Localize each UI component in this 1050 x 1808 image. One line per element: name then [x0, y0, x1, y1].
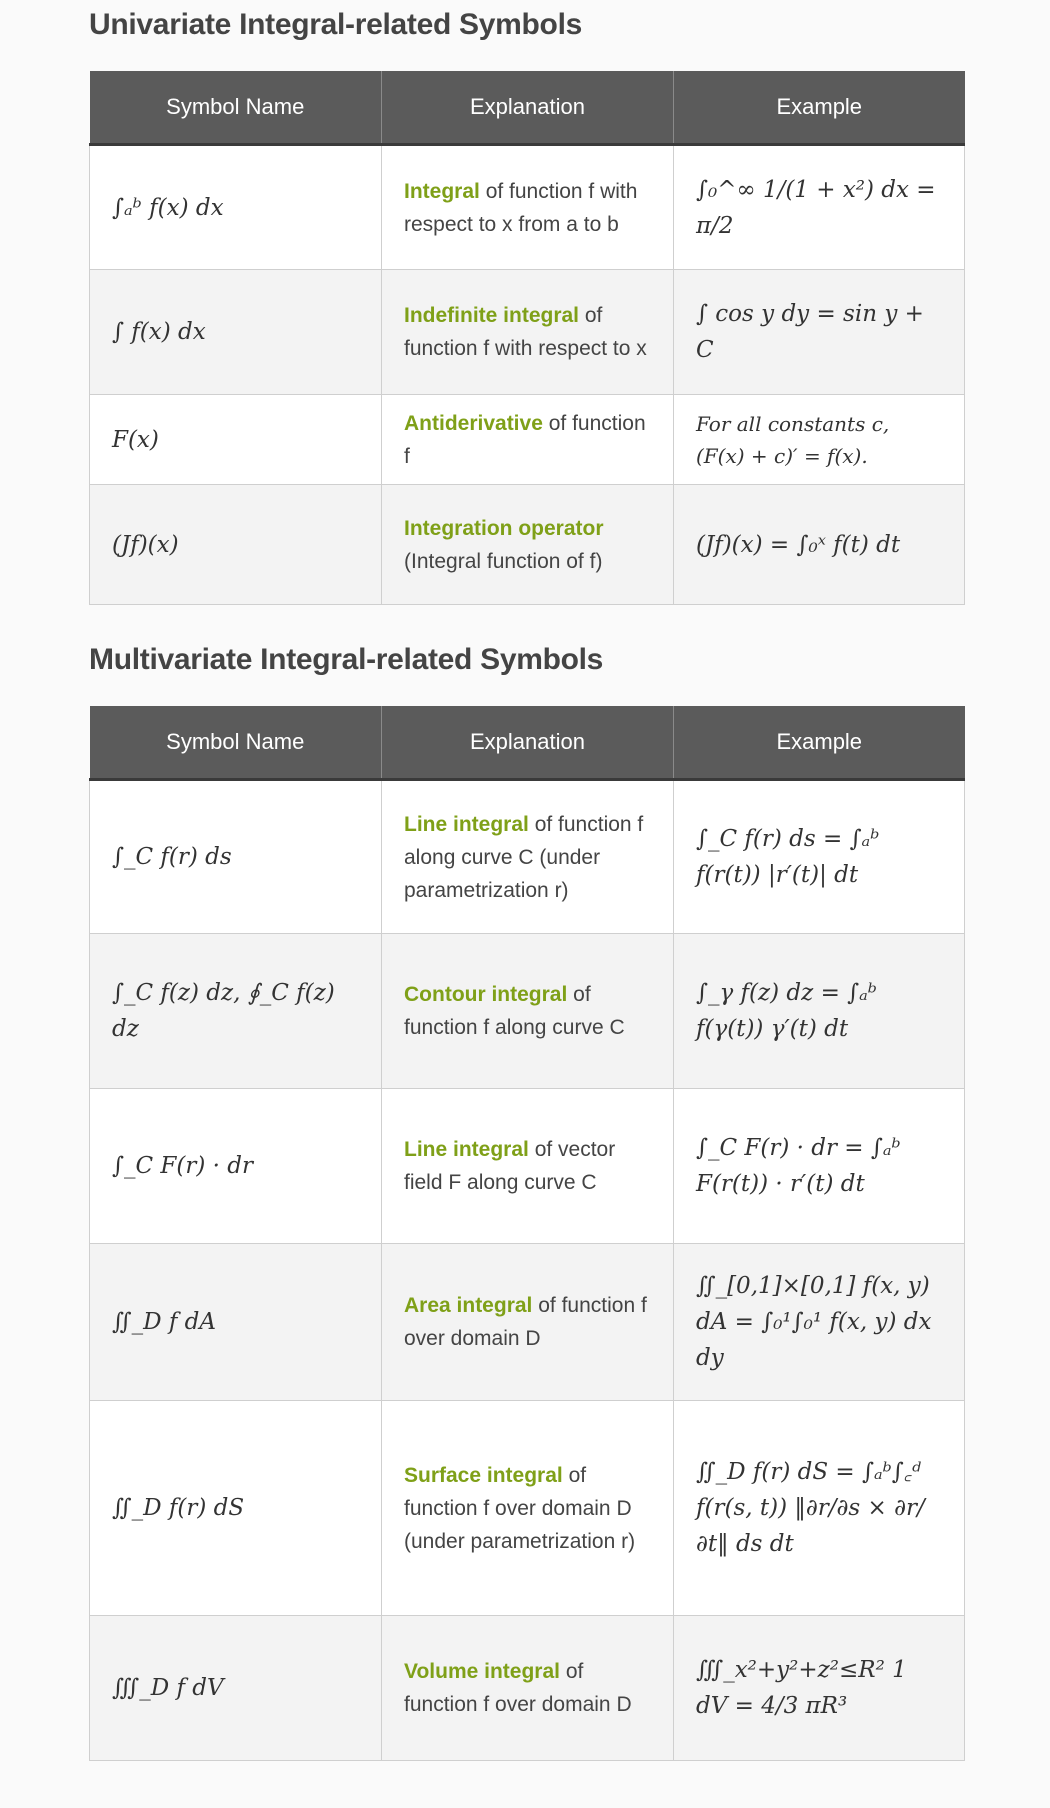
table-row	[90, 780, 965, 934]
explanation-cell	[382, 1244, 674, 1401]
explanation-cell	[382, 1089, 674, 1244]
table-row	[90, 1244, 965, 1401]
header-explanation: Explanation	[382, 71, 674, 145]
example-cell: ∬_D f(r) dS = ∫ₐᵇ∫꜀ᵈ f(r(s, t)) ‖∂r/∂s × ∂r/∂t‖ ds dt	[674, 1401, 965, 1616]
example-cell: For all constants c, (F(x) + c)′ = f(x).	[674, 395, 965, 485]
explanation-text: of function f with respect to x	[404, 304, 647, 360]
symbol-cell: ∬_D f dA	[90, 1244, 382, 1401]
example-cell: ∭_x²+y²+z²≤R² 1 dV = 4/3 πR³	[674, 1616, 965, 1761]
table-row	[90, 395, 965, 485]
table-row	[90, 1616, 965, 1761]
example-cell: ∫_C F(r) · dr = ∫ₐᵇ F(r(t)) · r′(t) dt	[674, 1089, 965, 1244]
term-label: Line integral	[404, 812, 529, 836]
explanation-text: of function f over domain D	[404, 1660, 632, 1716]
example-cell: (Jf)(x) = ∫₀ˣ f(t) dt	[674, 485, 965, 605]
symbol-cell: F(x)	[90, 395, 382, 485]
explanation-cell	[382, 485, 674, 605]
header-explanation: Explanation	[382, 706, 674, 780]
term-label: Volume integral	[404, 1660, 560, 1683]
table-row	[90, 934, 965, 1089]
term-label: Indefinite integral	[404, 304, 580, 327]
symbol-cell: ∫_C f(z) dz, ∮_C f(z) dz	[90, 934, 382, 1089]
explanation-cell	[382, 1401, 674, 1616]
term-label: Integral	[404, 179, 480, 203]
symbol-cell: ∫_C F(r) · dr	[90, 1089, 382, 1244]
section-title-univariate: Univariate Integral-related Symbols	[89, 8, 582, 41]
explanation-text: of function f along curve C (under parametrization r)	[404, 812, 644, 902]
term-label: Line integral	[404, 1138, 529, 1161]
explanation-text: of function f	[404, 411, 646, 468]
example-cell: ∫₀^∞ 1/(1 + x²) dx = π/2	[674, 145, 965, 270]
table-header-row	[90, 71, 965, 145]
symbol-cell: ∫_C f(r) ds	[90, 780, 382, 934]
term-label: Area integral	[404, 1294, 533, 1317]
explanation-text: of function f along curve C	[404, 983, 625, 1039]
explanation-cell	[382, 934, 674, 1089]
table-row	[90, 1089, 965, 1244]
header-symbol-name: Symbol Name	[90, 71, 382, 145]
example-cell: ∫_γ f(z) dz = ∫ₐᵇ f(γ(t)) γ′(t) dt	[674, 934, 965, 1089]
table-row	[90, 485, 965, 605]
example-cell: ∫_C f(r) ds = ∫ₐᵇ f(r(t)) |r′(t)| dt	[674, 780, 965, 934]
table-row	[90, 145, 965, 270]
explanation-text: of function f over domain D (under parametrization r)	[404, 1463, 636, 1553]
term-label: Contour integral	[404, 983, 568, 1006]
header-example: Example	[674, 706, 965, 780]
explanation-text: (Integral function of f)	[404, 549, 603, 573]
example-cell: ∫ cos y dy = sin y + C	[674, 270, 965, 395]
symbol-cell: ∭_D f dV	[90, 1616, 382, 1761]
explanation-cell	[382, 145, 674, 270]
table-row	[90, 270, 965, 395]
explanation-cell	[382, 1616, 674, 1761]
symbol-cell: (Jf)(x)	[90, 485, 382, 605]
univariate-table	[89, 71, 965, 605]
term-label: Integration operator	[404, 516, 604, 540]
term-label: Surface integral	[404, 1463, 563, 1487]
symbol-cell: ∫ₐᵇ f(x) dx	[90, 145, 382, 270]
term-label: Antiderivative	[404, 411, 543, 435]
explanation-cell	[382, 395, 674, 485]
header-example: Example	[674, 71, 965, 145]
multivariate-table	[89, 706, 965, 1761]
explanation-text: of vector field F along curve C	[404, 1138, 616, 1194]
table-row	[90, 1401, 965, 1616]
symbol-cell: ∬_D f(r) dS	[90, 1401, 382, 1616]
symbol-cell: ∫ f(x) dx	[90, 270, 382, 395]
explanation-text: of function f over domain D	[404, 1294, 647, 1350]
example-cell: ∬_[0,1]×[0,1] f(x, y) dA = ∫₀¹∫₀¹ f(x, y) dx dy	[674, 1244, 965, 1401]
explanation-cell	[382, 270, 674, 395]
section-title-multivariate: Multivariate Integral-related Symbols	[89, 643, 604, 676]
explanation-text: of function f with respect to x from a to b	[404, 179, 638, 236]
table-header-row	[90, 706, 965, 780]
header-symbol-name: Symbol Name	[90, 706, 382, 780]
explanation-cell	[382, 780, 674, 934]
